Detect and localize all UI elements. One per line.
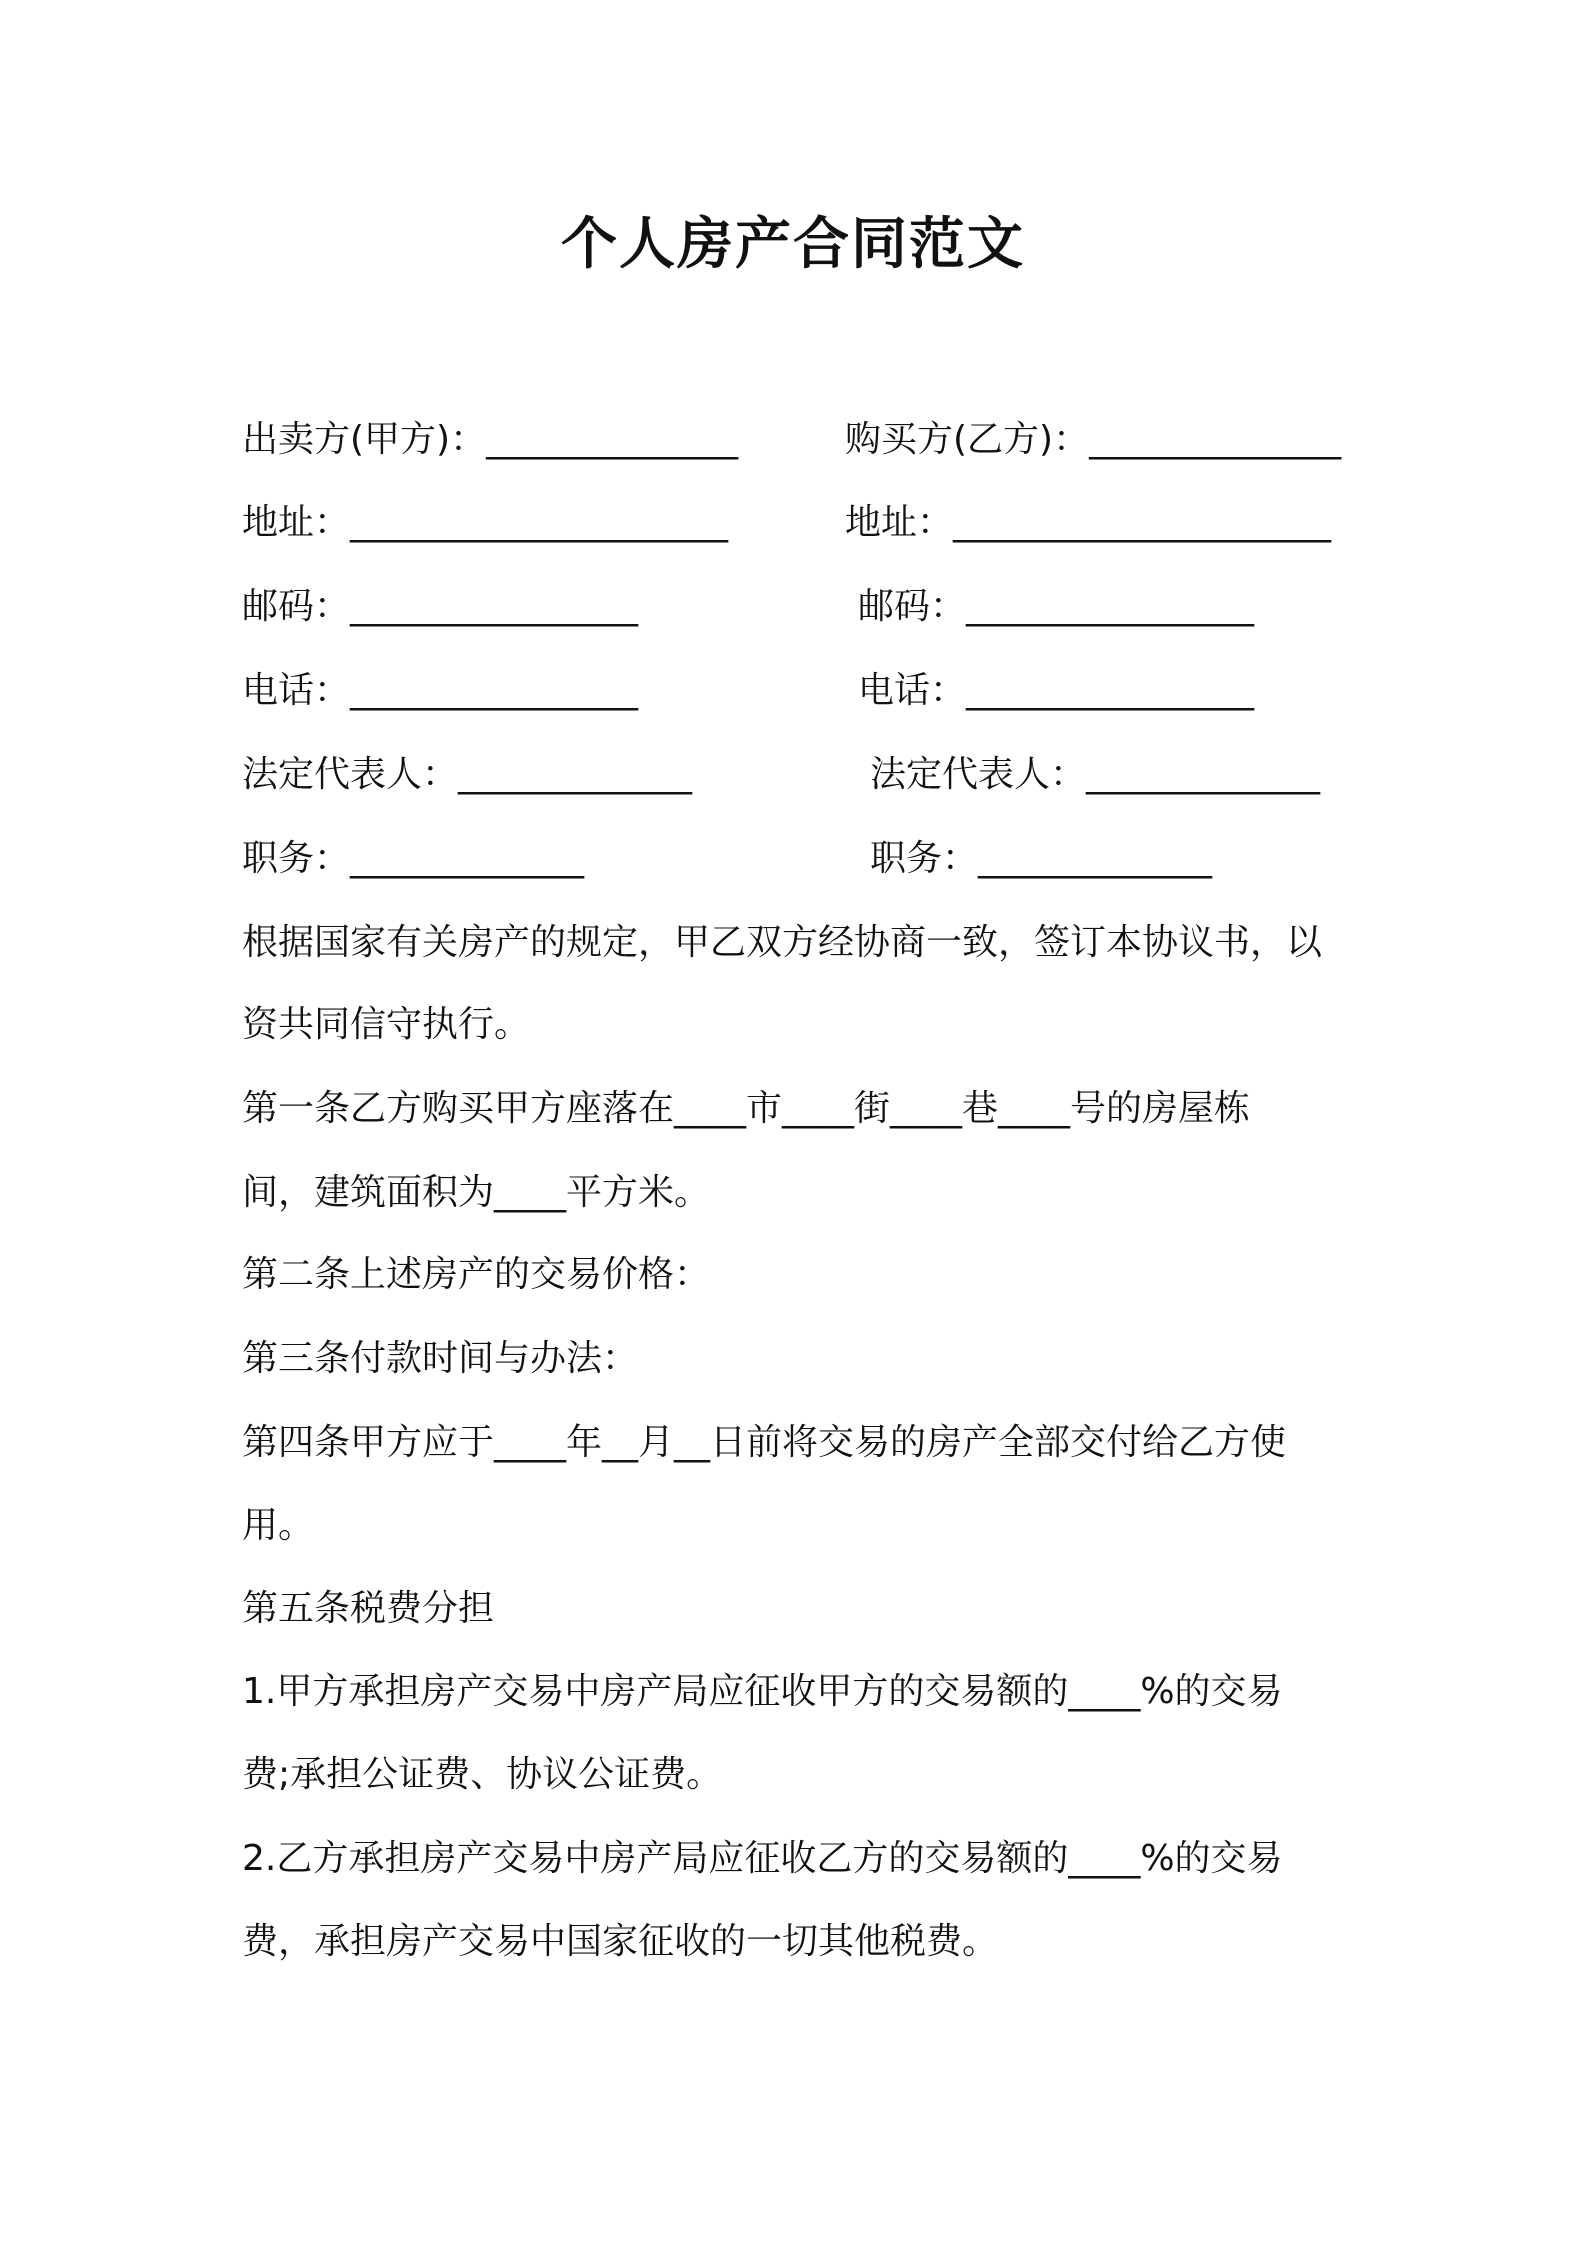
article-4-line1: 第四条甲方应于____年__月__日前将交易的房产全部交付给乙方使 bbox=[242, 1422, 1287, 1463]
tax-clause-2-line1: 2.乙方承担房产交易中房产局应征收乙方的交易额的____%的交易 bbox=[242, 1838, 1283, 1879]
tax-clause-1-line1: 1.甲方承担房产交易中房产局应征收甲方的交易额的____%的交易 bbox=[242, 1671, 1283, 1712]
tax-clause-1-line2: 费;承担公证费、协议公证费。 bbox=[242, 1754, 723, 1795]
seller-legal-rep: 法定代表人：_____________ bbox=[242, 754, 693, 795]
buyer-position: 职务：_____________ bbox=[870, 838, 1213, 879]
article-2: 第二条上述房产的交易价格： bbox=[242, 1254, 711, 1295]
article-5: 第五条税费分担 bbox=[242, 1588, 495, 1629]
article-1-line1: 第一条乙方购买甲方座落在____市____街____巷____号的房屋栋 bbox=[242, 1088, 1251, 1129]
seller-label: 出卖方(甲方)：______________ bbox=[242, 419, 739, 460]
intro-paragraph-line2: 资共同信守执行。 bbox=[242, 1004, 531, 1045]
buyer-label: 购买方(乙方)：______________ bbox=[845, 419, 1342, 460]
article-1-line2: 间，建筑面积为____平方米。 bbox=[242, 1172, 711, 1213]
page-title: 个人房产合同范文 bbox=[561, 212, 1025, 277]
buyer-address: 地址：_____________________ bbox=[845, 502, 1332, 543]
seller-phone: 电话：________________ bbox=[242, 670, 639, 711]
seller-position: 职务：_____________ bbox=[242, 838, 585, 879]
buyer-postcode: 邮码：________________ bbox=[858, 586, 1255, 627]
seller-postcode: 邮码：________________ bbox=[242, 586, 639, 627]
buyer-legal-rep: 法定代表人：_____________ bbox=[870, 754, 1321, 795]
tax-clause-2-line2: 费，承担房产交易中国家征收的一切其他税费。 bbox=[242, 1921, 999, 1962]
buyer-phone: 电话：________________ bbox=[858, 670, 1255, 711]
intro-paragraph-line1: 根据国家有关房产的规定，甲乙双方经协商一致，签订本协议书，以 bbox=[242, 922, 1323, 963]
article-4-line2: 用。 bbox=[242, 1505, 315, 1546]
article-3: 第三条付款时间与办法： bbox=[242, 1338, 639, 1379]
seller-address: 地址：_____________________ bbox=[242, 502, 729, 543]
